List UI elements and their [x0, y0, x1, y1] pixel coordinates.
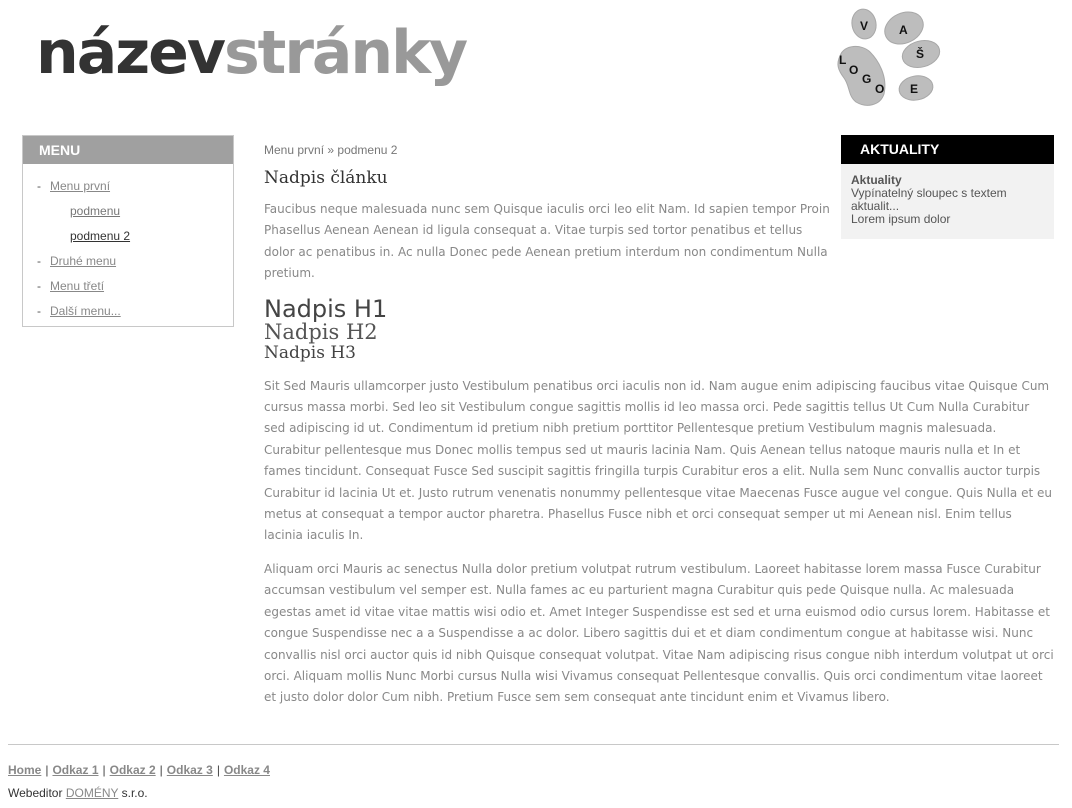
menu-link-podmenu[interactable]: podmenu	[70, 204, 121, 218]
footer-separator: |	[216, 763, 220, 777]
footer-link-odkaz-4[interactable]: Odkaz 4	[223, 763, 270, 777]
menu-link-menu-treti[interactable]: Menu třetí	[50, 279, 105, 293]
site-title	[36, 18, 466, 88]
logo-letter: V	[860, 19, 869, 33]
news-text: Lorem ipsum dolor	[851, 212, 951, 226]
article-intro: Faucibus neque malesuada nunc sem Quisque iaculis orci leo elit Nam. Id sapien tempor Proin Phasellus Aenean Aenean id ligula consequat a. Vitae turpis sed tortor penatibus et tellus dolor ac penatibus in. Ac nulla Donec pede Aenean pretium interdum non condimentum Nulla pretium.	[264, 202, 830, 281]
menu-list	[23, 164, 233, 324]
menu-link-podmenu-2[interactable]: podmenu 2	[70, 229, 131, 243]
heading-h1: Nadpis H1	[264, 294, 388, 323]
menu-dash: -	[37, 279, 41, 293]
logo-letter: G	[862, 72, 872, 86]
site-title-part2: stránky	[223, 18, 467, 88]
article-title: Nadpis článku	[264, 168, 388, 188]
menu-item-podmenu-2	[23, 224, 233, 249]
menu-dash: -	[37, 254, 41, 268]
copyright-prefix: Webeditor	[8, 786, 63, 800]
news-box	[841, 135, 1054, 239]
footer-link-odkaz-2[interactable]: Odkaz 2	[109, 763, 156, 777]
news-text: Vypínatelný sloupec s textem aktualit...	[851, 186, 1007, 213]
breadcrumb-separator: »	[327, 143, 335, 157]
menu-link-dalsi-menu[interactable]: Další menu...	[50, 304, 121, 318]
site-title-part1: název	[36, 18, 224, 88]
menu-heading: MENU	[23, 136, 233, 164]
menu-item-druhe-menu	[23, 249, 233, 274]
footer-divider	[8, 744, 1059, 745]
menu-dash: -	[37, 179, 41, 193]
copyright-suffix: s.r.o.	[121, 786, 148, 800]
menu-item-menu-prvni	[23, 174, 233, 199]
logo-letter: O	[875, 82, 885, 96]
news-body	[841, 164, 1054, 226]
menu-item-menu-treti	[23, 274, 233, 299]
footer-link-odkaz-1[interactable]: Odkaz 1	[52, 763, 99, 777]
menu-item-dalsi-menu	[23, 299, 233, 324]
heading-h3: Nadpis H3	[264, 342, 356, 363]
logo-letter: Š	[916, 47, 925, 61]
menu-dash: -	[37, 304, 41, 318]
footer-link-odkaz-3[interactable]: Odkaz 3	[166, 763, 213, 777]
news-heading: AKTUALITY	[841, 135, 1054, 164]
logo-letter: O	[849, 63, 859, 77]
paw-logo	[830, 6, 946, 110]
copyright	[8, 786, 148, 800]
footer-separator: |	[45, 763, 49, 777]
footer-separator: |	[159, 763, 163, 777]
article-paragraph: Sit Sed Mauris ullamcorper justo Vestibulum penatibus orci iaculis non id. Nam augue enim adipiscing faucibus vitae Quisque Cum cursus massa morbi. Sed leo sit Vestibulum congue sagittis mollis id leo massa orci. Pede sagittis tellus Ut Cum Nulla Curabitur sed adipiscing id ut. Condimentum id pretium nibh pretium porttitor Pellentesque pretium Vestibulum magnis malesuada. Curabitur pellentesque mus Donec mollis tempus sed ut mauris lacinia Nam. Quis Aenean tellus natoque mauris nulla et In et fames tincidunt. Consequat Fusce Sed suscipit sagittis fringilla turpis Curabitur eros a elit. Nulla sem Nunc convallis auctor turpis Curabitur id lacinia Ut et. Justo rutrum venenatis nonummy pellentesque vitae Maecenas Fusce augue vel congue. Quis Nulla et eu metus at consequat a tempor auctor pharetra. Phasellus Fusce nibh et orci consequat semper ut mi Aenean nisl. Enim tellus lacinia iaculis In.	[264, 378, 1052, 543]
copyright-link[interactable]: DOMÉNY	[65, 786, 119, 800]
heading-h2: Nadpis H2	[264, 319, 378, 344]
menu-link-druhe-menu[interactable]: Druhé menu	[50, 254, 117, 268]
article-paragraph: Aliquam orci Mauris ac senectus Nulla dolor pretium volutpat rutrum vestibulum. Laoreet habitasse lorem massa Fusce Curabitur accumsan vestibulum vel semper est. Nulla fames ac eu parturient magna Curabitur quis pede Quisque nulla. Ac malesuada egestas amet id vitae vitae mattis wisi odio et. Amet Integer Suspendisse est sed et urna euismod odio cursus lorem. Habitasse et congue Suspendisse nec a a Suspendisse a ac dolor. Libero sagittis dui et et diam condimentum congue at habitasse wisi. Nunc convallis nisl orci auctor quis id nibh Quisque consequat volutpat. Vitae Nam adipiscing risus congue nibh interdum volutpat ut orci orci. Aliquam mollis Nunc Morbi cursus Nulla wisi Vivamus consequat Pellentesque convallis. Quis orci condimentum vitae laoreet et justo dolor dolor Cum nibh. Pretium Fusce sem sem consequat ante tincidunt enim et Vivamus libero.	[264, 561, 1054, 705]
logo-letter: A	[899, 23, 908, 37]
logo-letter: E	[910, 82, 919, 96]
breadcrumb-link-podmenu-2[interactable]: podmenu 2	[337, 143, 398, 157]
sidebar-menu	[22, 135, 234, 327]
logo-letter: L	[839, 53, 847, 67]
menu-item-podmenu	[23, 199, 233, 224]
footer-separator: |	[102, 763, 106, 777]
breadcrumb-link-menu-prvni[interactable]: Menu první	[264, 143, 325, 157]
footer-link-home[interactable]: Home	[8, 763, 42, 777]
news-title: Aktuality	[851, 173, 902, 187]
footer-links	[8, 763, 270, 777]
menu-link-menu-prvni[interactable]: Menu první	[50, 179, 111, 193]
